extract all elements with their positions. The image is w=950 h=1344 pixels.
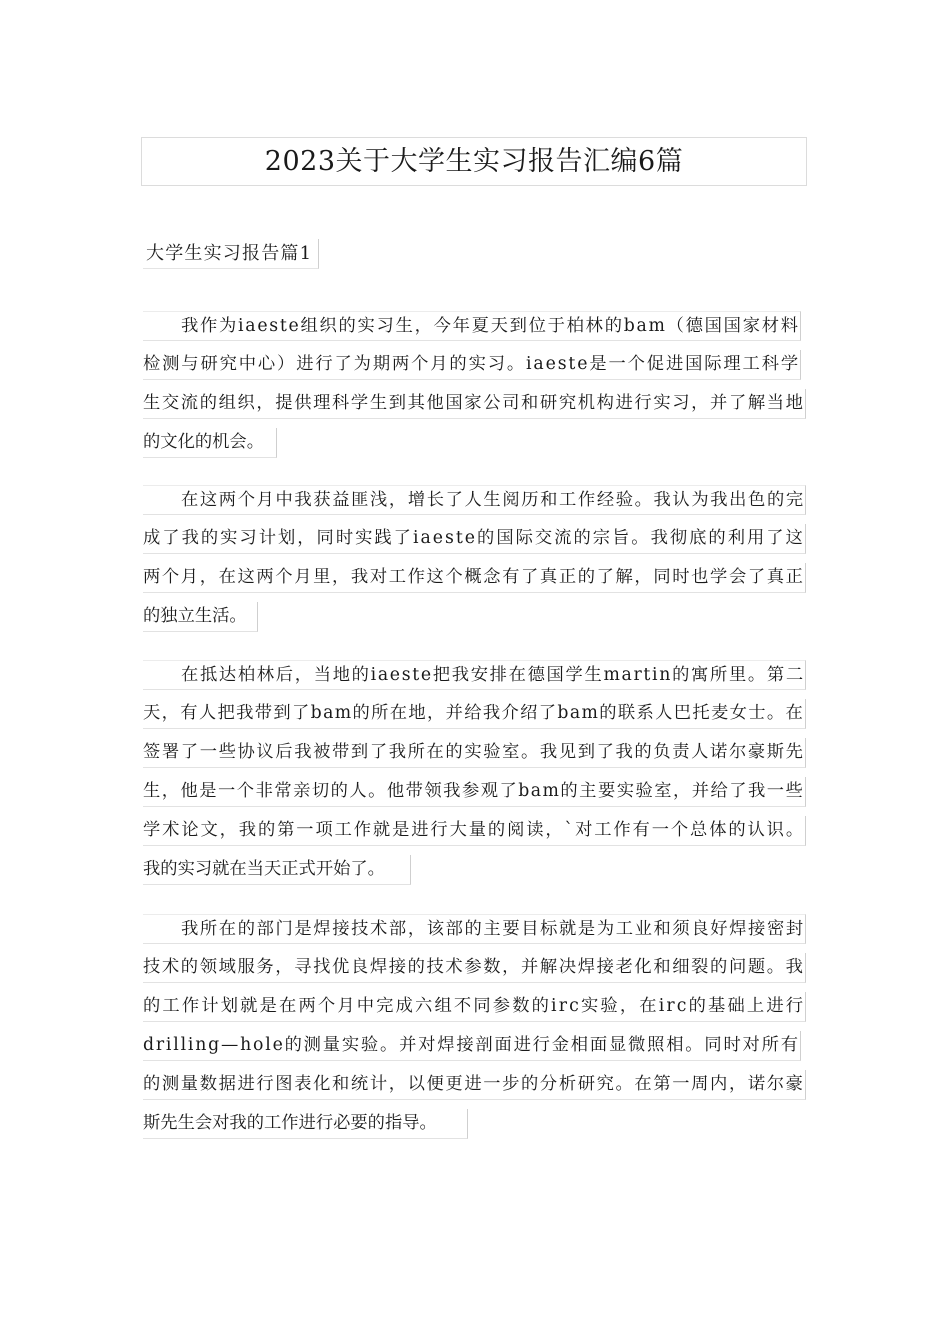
paragraph-3-line-5: 学术论文，我的第一项工作就是进行大量的阅读，`对工作有一个总体的认识。 [143, 816, 806, 846]
paragraph-4-line-3: 的工作计划就是在两个月中完成六组不同参数的irc实验，在irc的基础上进行 [143, 992, 806, 1022]
paragraph-1-line-1: 我作为iaeste组织的实习生，今年夏天到位于柏林的bam（德国国家材料 [143, 311, 801, 341]
paragraph-3-line-6: 我的实习就在当天正式开始了。 [143, 855, 411, 885]
paragraph-4-line-1: 我所在的部门是焊接技术部，该部的主要目标就是为工业和须良好焊接密封 [143, 914, 806, 944]
paragraph-2-line-2: 成了我的实习计划，同时实践了iaeste的国际交流的宗旨。我彻底的利用了这 [143, 524, 806, 554]
document-title: 2023关于大学生实习报告汇编6篇 [264, 146, 684, 177]
paragraph-4-line-6: 斯先生会对我的工作进行必要的指导。 [143, 1109, 468, 1139]
paragraph-4-line-4: drilling—hole的测量实验。并对焊接剖面进行金相面显微照相。同时对所有 [143, 1031, 801, 1061]
paragraph-1-line-4: 的文化的机会。 [143, 428, 277, 458]
paragraph-3-line-3: 签署了一些协议后我被带到了我所在的实验室。我见到了我的负责人诺尔豪斯先 [143, 738, 806, 768]
paragraph-2-line-4: 的独立生活。 [143, 602, 258, 632]
section-heading: 大学生实习报告篇1 [143, 239, 319, 269]
paragraph-1-line-2: 检测与研究中心）进行了为期两个月的实习。iaeste是一个促进国际理工科学 [143, 350, 801, 380]
paragraph-3-line-4: 生，他是一个非常亲切的人。他带领我参观了bam的主要实验室，并给了我一些 [143, 777, 806, 807]
paragraph-2-line-3: 两个月，在这两个月里，我对工作这个概念有了真正的了解，同时也学会了真正 [143, 563, 806, 593]
paragraph-3-line-2: 天，有人把我带到了bam的所在地，并给我介绍了bam的联系人巴托麦女士。在 [143, 699, 806, 729]
paragraph-4-line-5: 的测量数据进行图表化和统计，以便更进一步的分析研究。在第一周内，诺尔豪 [143, 1070, 806, 1100]
paragraph-3-line-1: 在抵达柏林后，当地的iaeste把我安排在德国学生martin的寓所里。第二 [143, 660, 806, 690]
paragraph-1-line-3: 生交流的组织，提供理科学生到其他国家公司和研究机构进行实习，并了解当地 [143, 389, 806, 419]
paragraph-4-line-2: 技术的领域服务，寻找优良焊接的技术参数，并解决焊接老化和细裂的问题。我 [143, 953, 806, 983]
paragraph-2-line-1: 在这两个月中我获益匪浅，增长了人生阅历和工作经验。我认为我出色的完 [143, 485, 806, 515]
